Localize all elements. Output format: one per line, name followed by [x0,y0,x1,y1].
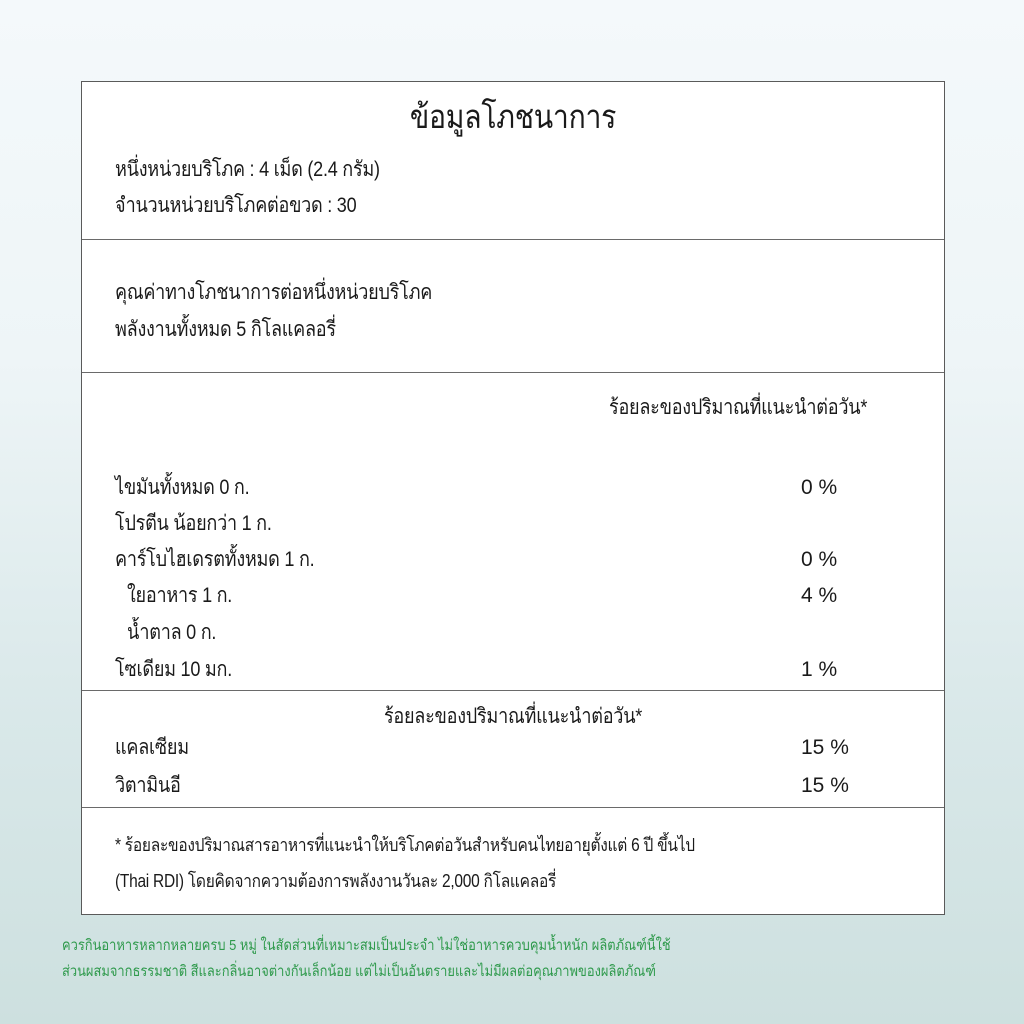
nutrient-name: น้ำตาล 0 ก. [127,621,217,644]
vitamin-percent: 15 % [801,736,849,759]
page-title: ข้อมูลโภชนาการ [409,98,617,135]
footnote-section [82,808,944,914]
nutrients-section [82,373,944,691]
nutrient-percent: 1 % [801,658,838,681]
vitamins-daily-value-header: ร้อยละของปริมาณที่แนะนำต่อวัน* [383,705,643,728]
nutrition-facts-panel [81,81,945,915]
nutrient-name: คาร์โบไฮเดรตทั้งหมด 1 ก. [115,548,315,571]
disclaimer-line-1: ควรกินอาหารหลากหลายครบ 5 หมู่ ในสัดส่วนที่เหมาะสมเป็นประจำ ไม่ใช่อาหารควบคุมน้ำหนัก ผลิตภัณฑ์นี้ใช้ [62,937,671,954]
energy-section [82,240,944,373]
disclaimer-line-2: ส่วนผสมจากธรรมชาติ สีและกลิ่นอาจต่างกันเล็กน้อย แต่ไม่เป็นอันตรายและไม่มีผลต่อคุณภาพของผลิตภัณฑ์ [62,963,656,980]
header-section [82,82,944,240]
nutrient-percent: 0 % [801,548,838,571]
nutrient-name: โปรตีน น้อยกว่า 1 ก. [115,512,272,535]
total-energy: พลังงานทั้งหมด 5 กิโลแคลอรี่ [115,318,336,341]
nutrient-name: ไขมันทั้งหมด 0 ก. [115,476,250,499]
daily-value-header: ร้อยละของปริมาณที่แนะนำต่อวัน* [609,396,868,419]
footnote-line-1: * ร้อยละของปริมาณสารอาหารที่แนะนำให้บริโภคต่อวันสำหรับคนไทยอายุตั้งแต่ 6 ปี ขึ้นไป [115,835,695,855]
vitamins-section [82,691,944,808]
nutrition-per-serving-label: คุณค่าทางโภชนาการต่อหนึ่งหน่วยบริโภค [115,281,433,304]
nutrient-name: ใยอาหาร 1 ก. [127,584,233,607]
nutrient-percent: 0 % [801,476,838,499]
servings-per-container: จำนวนหน่วยบริโภคต่อขวด : 30 [115,194,357,217]
vitamin-name: วิตามินอี [115,774,181,797]
vitamin-name: แคลเซียม [115,736,189,759]
nutrient-percent: 4 % [801,584,838,607]
serving-size: หนึ่งหน่วยบริโภค : 4 เม็ด (2.4 กรัม) [115,158,380,181]
vitamin-percent: 15 % [801,774,849,797]
footnote-line-2: (Thai RDI) โดยคิดจากความต้องการพลังงานวันละ 2,000 กิโลแคลอรี่ [115,871,557,891]
nutrient-name: โซเดียม 10 มก. [115,658,232,681]
